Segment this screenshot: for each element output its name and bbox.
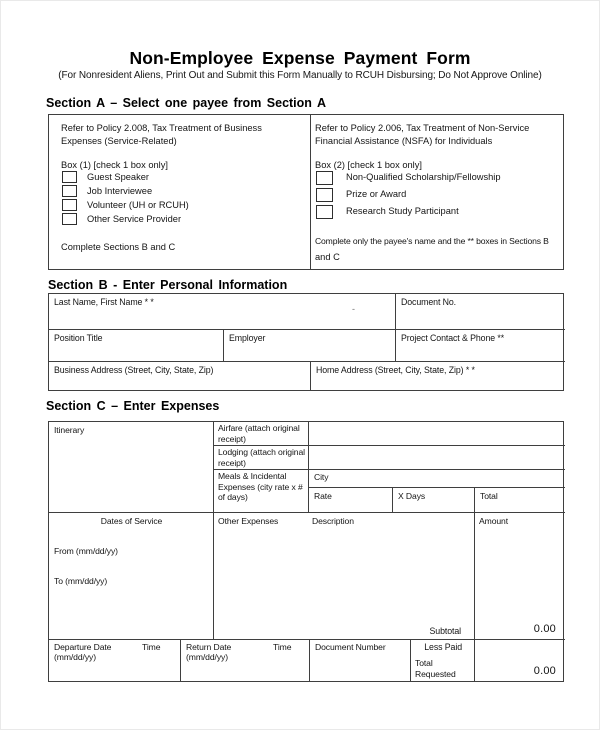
volunteer-label: Volunteer (UH or RCUH) — [87, 200, 189, 210]
other-expenses-label: Other Expenses — [218, 516, 279, 526]
other-service-label: Other Service Provider — [87, 214, 182, 224]
guest-speaker-label: Guest Speaker — [87, 172, 150, 182]
guest-speaker-checkbox[interactable] — [62, 171, 77, 183]
rate-label: Rate — [314, 491, 332, 501]
other-service-checkbox[interactable] — [62, 213, 77, 225]
rate-field[interactable] — [309, 487, 392, 512]
other-expenses-cell[interactable] — [214, 512, 474, 639]
lodging-label: Lodging (attach original receipt) — [218, 447, 305, 468]
scholarship-label: Non-Qualified Scholarship/Fellowship — [346, 172, 501, 182]
checkbox-row-other-service — [62, 213, 181, 225]
policy-2008-text: Refer to Policy 2.008, Tax Treatment of Business Expenses (Service-Related) — [61, 123, 262, 146]
description-label: Description — [312, 516, 354, 526]
subtotal-value: 0.00 — [533, 623, 556, 635]
form-title: Non-Employee Expense Payment Form — [129, 48, 471, 68]
lodging-input[interactable] — [309, 445, 565, 469]
document-number-field[interactable] — [309, 639, 410, 681]
less-paid-cell[interactable] — [410, 639, 474, 681]
section-c-table — [48, 421, 564, 682]
box2-label: Box (2) [check 1 box only] — [315, 160, 422, 170]
section-a-right-footer-line1: Complete only the payee's name and the ** boxes in Sections B — [315, 236, 549, 246]
x-days-field[interactable] — [392, 487, 474, 512]
employer-label: Employer — [229, 333, 266, 343]
project-contact-field[interactable] — [395, 329, 565, 361]
scholarship-checkbox[interactable] — [316, 171, 333, 185]
section-c-heading: Section C – Enter Expenses — [46, 399, 220, 413]
volunteer-checkbox[interactable] — [62, 199, 77, 211]
prize-award-checkbox[interactable] — [316, 188, 333, 202]
section-a-right-footer-line2: and C — [315, 252, 340, 262]
position-title-label: Position Title — [54, 333, 103, 343]
checkbox-row-scholarship — [316, 171, 501, 185]
departure-date-label-line2: (mm/dd/yy) — [54, 652, 96, 662]
city-field[interactable] — [309, 469, 565, 487]
checkbox-row-job-interviewee — [62, 185, 152, 197]
document-number-label: Document Number — [315, 642, 386, 652]
research-participant-label: Research Study Participant — [346, 206, 459, 216]
checkbox-row-volunteer — [62, 199, 189, 211]
job-interviewee-checkbox[interactable] — [62, 185, 77, 197]
dates-of-service-cell[interactable] — [49, 512, 214, 639]
departure-date-label-line1: Departure Date — [54, 642, 112, 652]
return-date-label-line1: Return Date — [186, 642, 232, 652]
total-requested-value: 0.00 — [533, 665, 556, 677]
section-b-table — [48, 293, 564, 391]
business-address-label: Business Address (Street, City, State, Zip) — [54, 365, 214, 375]
amount-cell[interactable] — [474, 512, 565, 639]
dates-of-service-label: Dates of Service — [100, 516, 163, 526]
employer-field[interactable] — [223, 329, 395, 361]
airfare-input[interactable] — [309, 422, 565, 445]
return-time-label: Time — [273, 642, 292, 652]
section-a-box — [48, 114, 564, 270]
section-a-heading: Section A – Select one payee from Section A — [46, 96, 326, 110]
home-address-field[interactable] — [310, 361, 565, 390]
meals-label-cell — [214, 469, 309, 512]
total-label: Total — [480, 491, 498, 501]
meals-label: Meals & Incidental Expenses (city rate x # of days) — [218, 471, 303, 502]
job-interviewee-label: Job Interviewee — [87, 186, 153, 196]
x-days-label: X Days — [398, 491, 426, 501]
policy-2006-text: Refer to Policy 2.006, Tax Treatment of Non-Service Financial Assistance (NSFA) for Individuals — [315, 123, 530, 146]
stray-mark: - — [352, 304, 355, 314]
to-date-label: To (mm/dd/yy) — [54, 576, 108, 586]
departure-time-label: Time — [142, 642, 161, 652]
total-requested-amount-cell[interactable] — [474, 639, 565, 681]
section-a-divider — [310, 115, 311, 269]
from-date-label: From (mm/dd/yy) — [54, 546, 118, 556]
city-label: City — [314, 472, 329, 482]
business-address-field[interactable] — [49, 361, 310, 390]
return-date-label-line2: (mm/dd/yy) — [186, 652, 228, 662]
checkbox-row-guest-speaker — [62, 171, 149, 183]
checkbox-row-prize-award — [316, 188, 406, 202]
airfare-label-cell — [214, 422, 309, 445]
less-paid-label: Less Paid — [424, 642, 462, 652]
checkbox-row-research-participant — [316, 205, 459, 219]
total-requested-label: Total Requested — [415, 658, 456, 679]
departure-date-field[interactable] — [49, 639, 180, 681]
prize-award-label: Prize or Award — [346, 189, 407, 199]
form-subtitle: (For Nonresident Aliens, Print Out and Submit this Form Manually to RCUH Disbursing; Do Not Approve Online) — [58, 70, 542, 81]
amount-label: Amount — [479, 516, 509, 526]
total-field[interactable] — [474, 487, 565, 512]
document-no-label: Document No. — [401, 297, 457, 307]
home-address-label: Home Address (Street, City, State, Zip) * * — [316, 365, 475, 375]
return-date-field[interactable] — [180, 639, 309, 681]
document-no-field[interactable] — [395, 294, 565, 329]
project-contact-label: Project Contact & Phone ** — [401, 333, 505, 343]
position-title-field[interactable] — [49, 329, 223, 361]
last-name-label: Last Name, First Name * * — [54, 297, 154, 307]
airfare-label: Airfare (attach original receipt) — [218, 423, 300, 444]
section-b-heading: Section B - Enter Personal Information — [48, 278, 288, 292]
lodging-label-cell — [214, 445, 309, 469]
box1-label: Box (1) [check 1 box only] — [61, 160, 168, 170]
itinerary-label: Itinerary — [54, 425, 85, 435]
research-participant-checkbox[interactable] — [316, 205, 333, 219]
last-name-field[interactable] — [49, 294, 395, 329]
subtotal-label: Subtotal — [429, 625, 461, 636]
section-a-left-footer: Complete Sections B and C — [61, 242, 176, 252]
itinerary-field[interactable] — [49, 422, 214, 512]
